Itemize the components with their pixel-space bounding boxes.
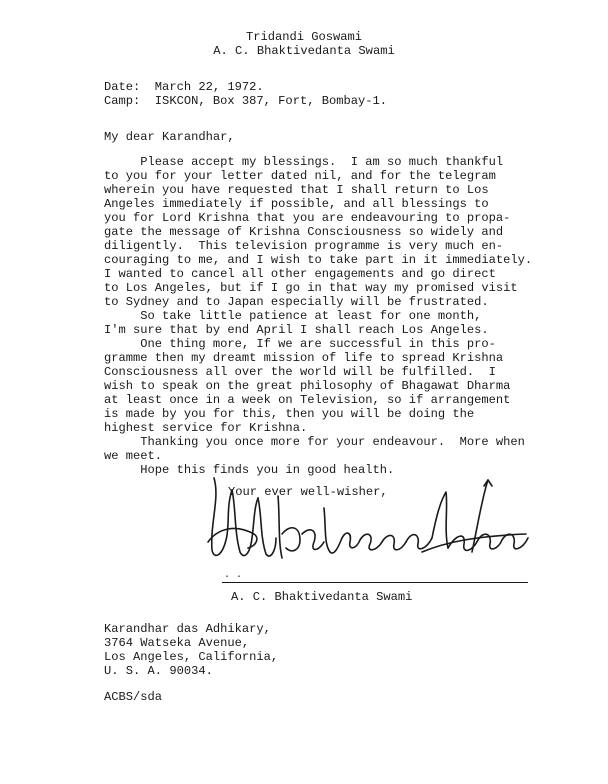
- body-line: Thanking you once more for your endeavour. More when: [104, 435, 525, 449]
- body-line: One thing more, If we are successful in this pro-: [104, 337, 496, 351]
- body-line: wish to speak on the great philosophy of Bhagawat Dharma: [104, 379, 511, 393]
- body-line: Hope this finds you in good health.: [104, 463, 395, 477]
- body-line: wherein you have requested that I shall return to Los: [104, 183, 489, 197]
- letterhead-title: Tridandi Goswami: [245, 30, 363, 44]
- camp-line: Camp: ISKCON, Box 387, Fort, Bombay-1.: [104, 94, 388, 108]
- date-line: Date: March 22, 1972.: [104, 80, 264, 94]
- body-line: to you for your letter dated nil, and for the telegram: [104, 169, 496, 183]
- body-line: diligently. This television programme is very much en-: [104, 239, 504, 253]
- body-line: So take little patience at least for one month,: [104, 309, 482, 323]
- body-line: we meet.: [104, 449, 163, 463]
- closing: Your ever well-wisher,: [228, 485, 388, 499]
- body-line: to Los Angeles, but if I go in that way my promised visit: [104, 281, 518, 295]
- address-line: Karandhar das Adhikary,: [104, 622, 271, 636]
- body-line: you for Lord Krishna that you are endeavouring to propa-: [104, 211, 511, 225]
- body-line: Angeles immediately if possible, and all blessings to: [104, 197, 489, 211]
- body-line: I'm sure that by end April I shall reach Los Angeles.: [104, 323, 489, 337]
- body-line: is made by you for this, then you will be doing the: [104, 407, 475, 421]
- body-line: I wanted to cancel all other engagements and go direct: [104, 267, 496, 281]
- address-line: Los Angeles, California,: [104, 650, 279, 664]
- salutation: My dear Karandhar,: [104, 130, 235, 144]
- body-line: Consciousness all over the world will be fulfilled. I: [104, 365, 496, 379]
- signature-line: [222, 582, 528, 583]
- body-line: couraging to me, and I wish to take part in it immediately.: [104, 253, 533, 267]
- body-line: Please accept my blessings. I am so much thankful: [104, 155, 504, 169]
- handwritten-signature: [196, 468, 536, 578]
- signer-name: A. C. Bhaktivedanta Swami: [231, 590, 413, 604]
- signature-dots: · ·: [224, 572, 243, 583]
- body-line: at least once in a week on Television, so if arrangement: [104, 393, 511, 407]
- body-line: to Sydney and to Japan especially will be frustrated.: [104, 295, 489, 309]
- body-line: gate the message of Krishna Consciousness so widely and: [104, 225, 504, 239]
- letterhead-name: A. C. Bhaktivedanta Swami: [213, 44, 395, 58]
- address-line: U. S. A. 90034.: [104, 664, 213, 678]
- body-line: gramme then my dreamt mission of life to spread Krishna: [104, 351, 504, 365]
- reference-initials: ACBS/sda: [104, 690, 163, 704]
- body-line: highest service for Krishna.: [104, 421, 308, 435]
- address-line: 3764 Watseka Avenue,: [104, 636, 250, 650]
